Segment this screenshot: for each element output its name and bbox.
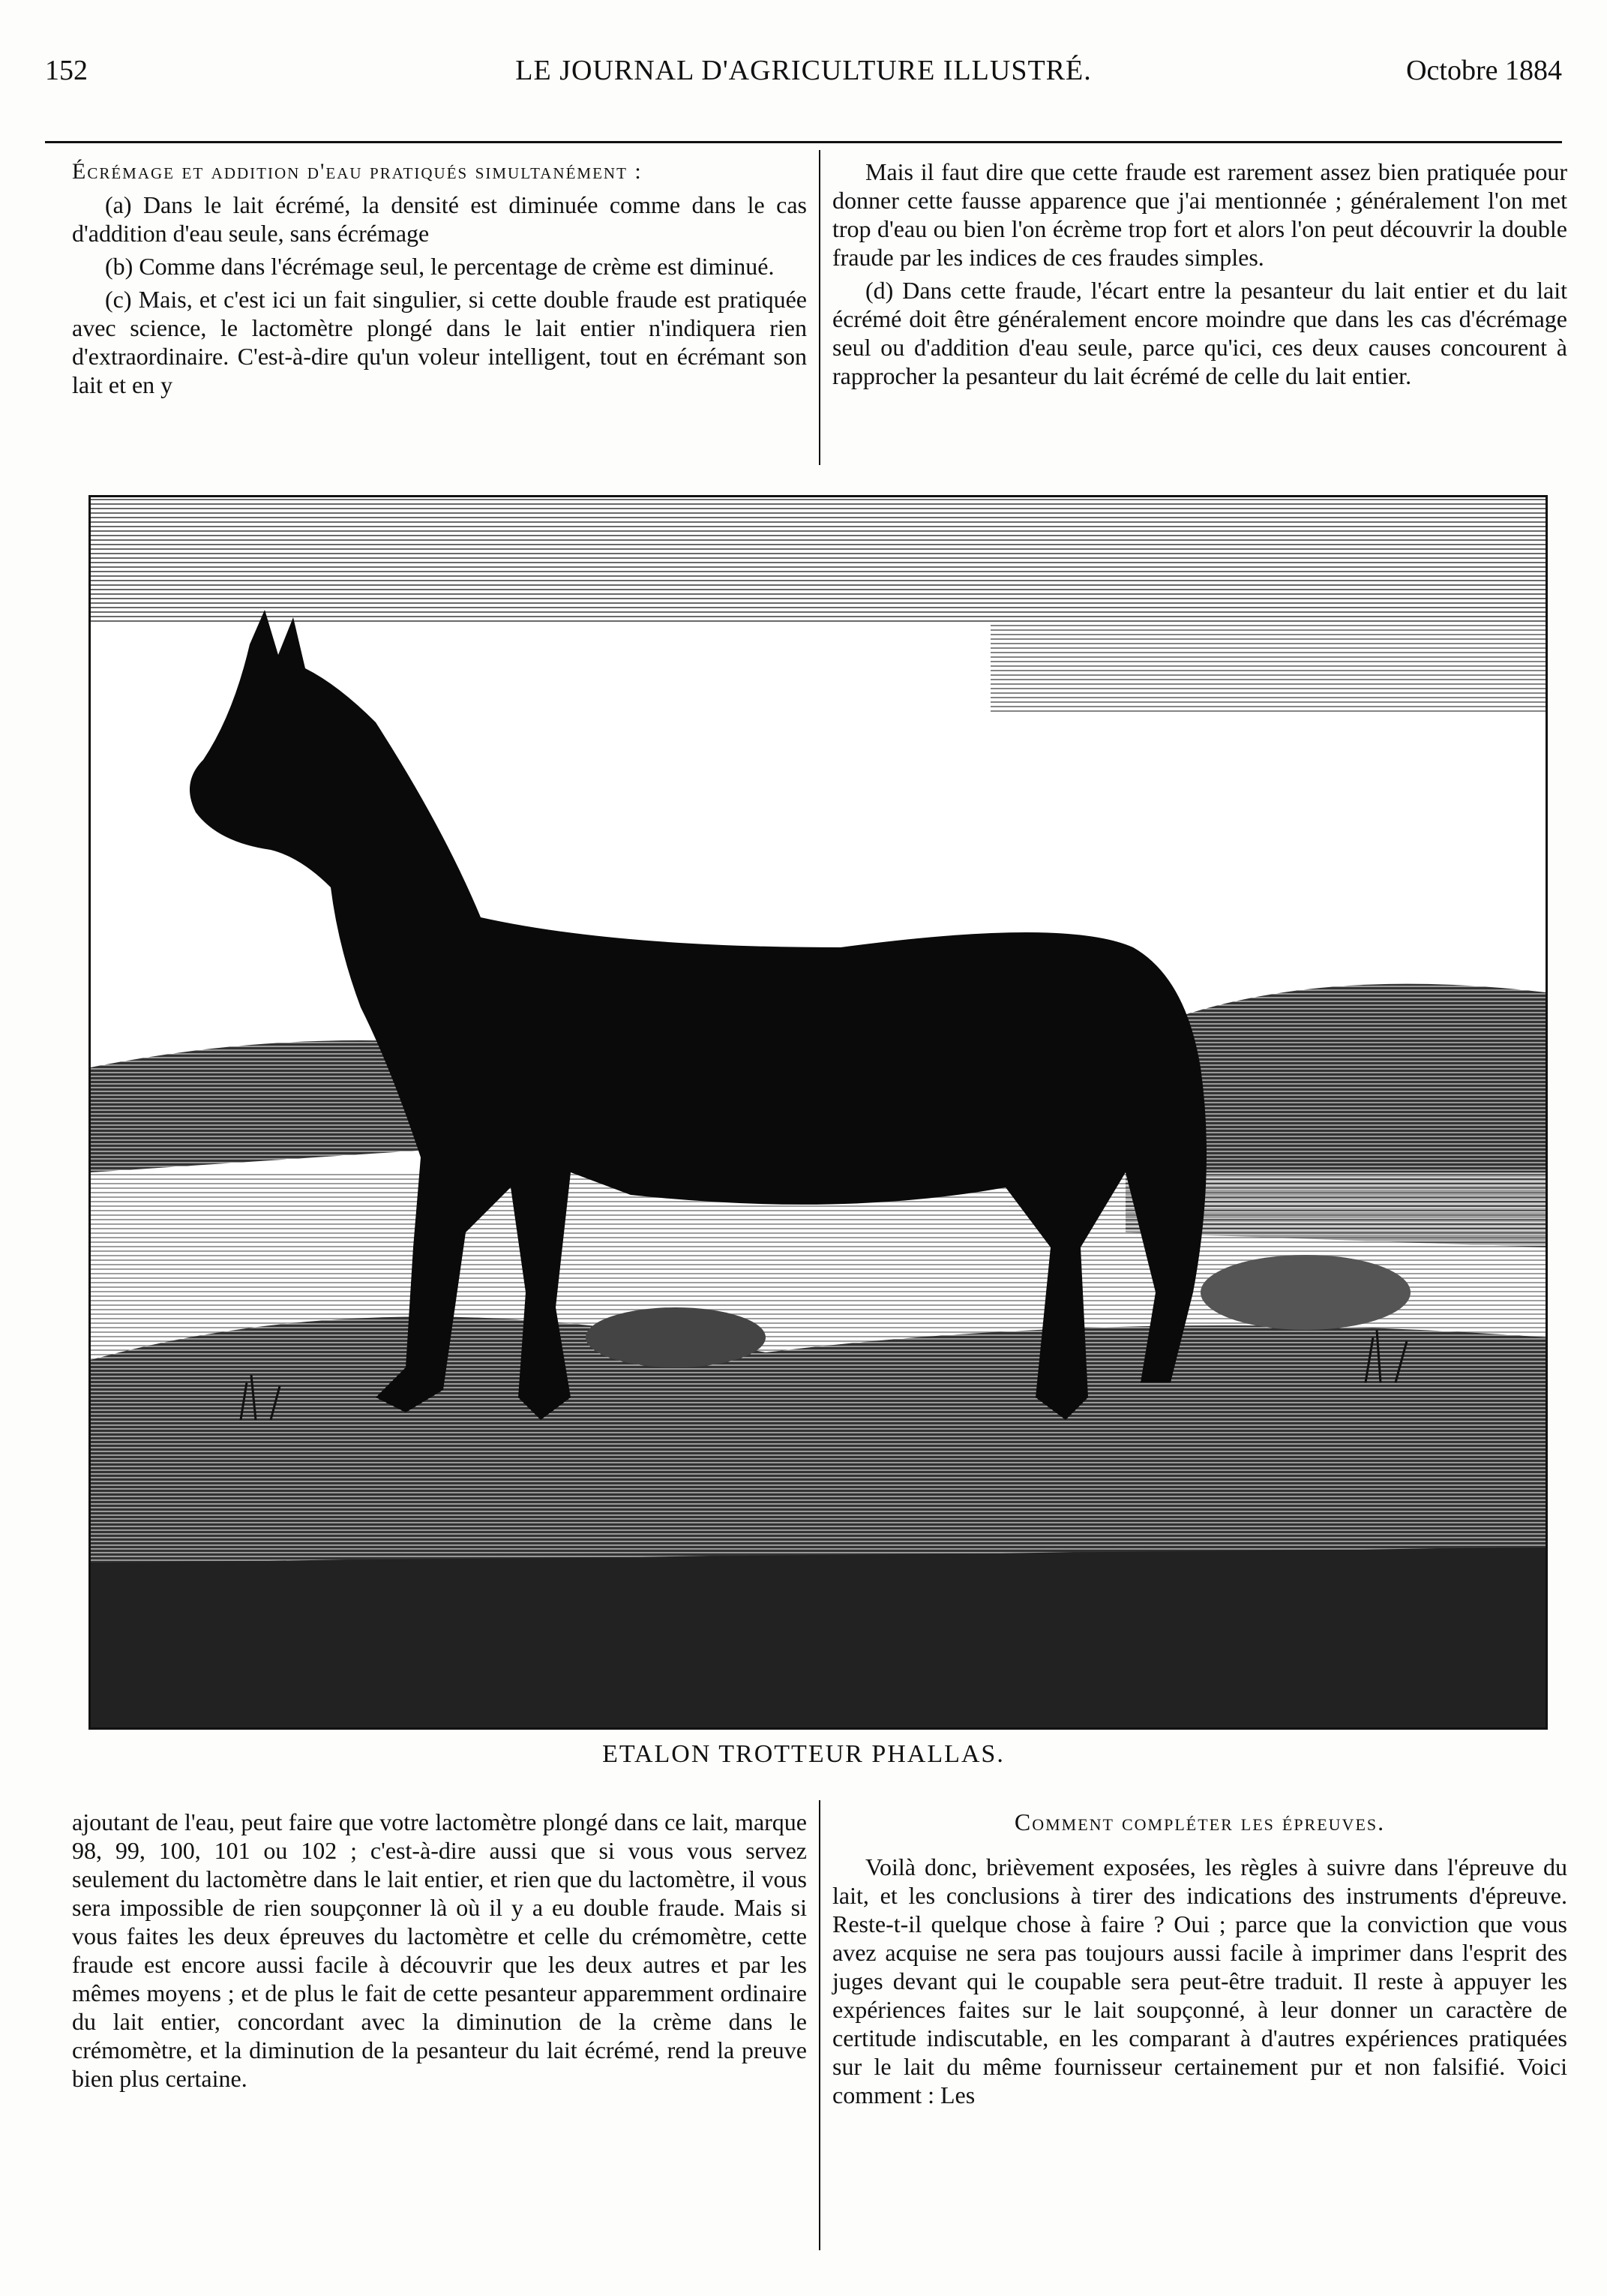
paragraph: (b) Comme dans l'écrémage seul, le percentage de crème est diminué. xyxy=(105,253,775,280)
issue-date: Octobre 1884 xyxy=(1406,55,1562,86)
page-number: 152 xyxy=(45,55,88,86)
paragraph: Voilà donc, brièvement exposées, les règles à suivre dans l'épreuve du lait, et les conclusions à tirer des indications des instruments d'épreuve. Reste-t-il quelque chose à faire ? Oui ; parce que la conviction que vous avez acquise ne sera pas toujours aussi facile à imprimer dans l'esprit des juges devant qui le coupable sera peut-être traduit. Il reste à appuyer les expériences faites sur le lait soupçonné, à leur donner un caractère de certitude indiscutable, en les comparant à d'autres expériences pratiquées sur le lait du même fournisseur certainement pur et non falsifié. Voici comment : Les xyxy=(832,1853,1567,2108)
column-divider xyxy=(819,1800,820,2250)
top-left-column xyxy=(72,158,807,404)
section-heading: Comment compléter les épreuves. xyxy=(1014,1808,1386,1835)
header-rule xyxy=(45,141,1562,143)
top-right-column xyxy=(832,158,1567,395)
horse-illustration xyxy=(91,497,1546,1727)
page-header xyxy=(45,54,1562,99)
column-divider xyxy=(819,150,820,465)
illustration-caption: ETALON TROTTEUR PHALLAS. xyxy=(602,1740,1005,1768)
journal-title: LE JOURNAL D'AGRICULTURE ILLUSTRÉ. xyxy=(515,55,1092,86)
section-heading: Écrémage et addition d'eau pratiqués simultanément : xyxy=(72,159,643,184)
bottom-right-column xyxy=(832,1808,1567,2114)
paragraph: (c) Mais, et c'est ici un fait singulier, si cette double fraude est pratiquée avec science, le lactomètre plongé dans le lait entier n'indiquera rien d'extraordinaire. C'est-à-dire qu'un voleur intelligent, tout en écrémant son lait et en y xyxy=(72,286,807,398)
paragraph: (a) Dans le lait écrémé, la densité est diminuée comme dans le cas d'addition d'eau seule, sans écrémage xyxy=(72,191,807,247)
paragraph: (d) Dans cette fraude, l'écart entre la pesanteur du lait entier et du lait écrémé doit être généralement encore moindre que dans les cas d'écrémage seul ou d'addition d'eau seule, parce qu'ici, ces deux causes concourent à rapprocher la pesanteur du lait écrémé de celle du lait entier. xyxy=(832,277,1567,389)
paragraph: Mais il faut dire que cette fraude est rarement assez bien pratiquée pour donner cette fausse apparence que j'ai mentionnée ; généralement l'on met trop d'eau ou bien l'on écrème trop fort et alors l'on peut découvrir la double fraude par les indices de ces fraudes simples. xyxy=(832,158,1567,271)
bottom-left-column xyxy=(72,1808,807,2097)
paragraph: ajoutant de l'eau, peut faire que votre lactomètre plongé dans ce lait, marque 98, 99, 100, 101 ou 102 ; c'est-à-dire aussi que si vous vous servez seulement du lactomètre dans le lait entier, et rien que du lactomètre, il vous sera impossible de rien soupçonner là où il y a eu double fraude. Mais si vous faites les deux épreuves du lactomètre et celle du crémomètre, cette fraude est encore aussi facile à découvrir que les deux autres et par les mêmes moyens ; et de plus le fait de cette pesanteur apparemment ordinaire du lait entier, concordant avec la diminution de la crème dans le crémomètre, et la diminution de la pesanteur du lait écrémé, rend la preuve bien plus certaine. xyxy=(72,1808,807,2092)
horse-engraving xyxy=(88,495,1548,1730)
